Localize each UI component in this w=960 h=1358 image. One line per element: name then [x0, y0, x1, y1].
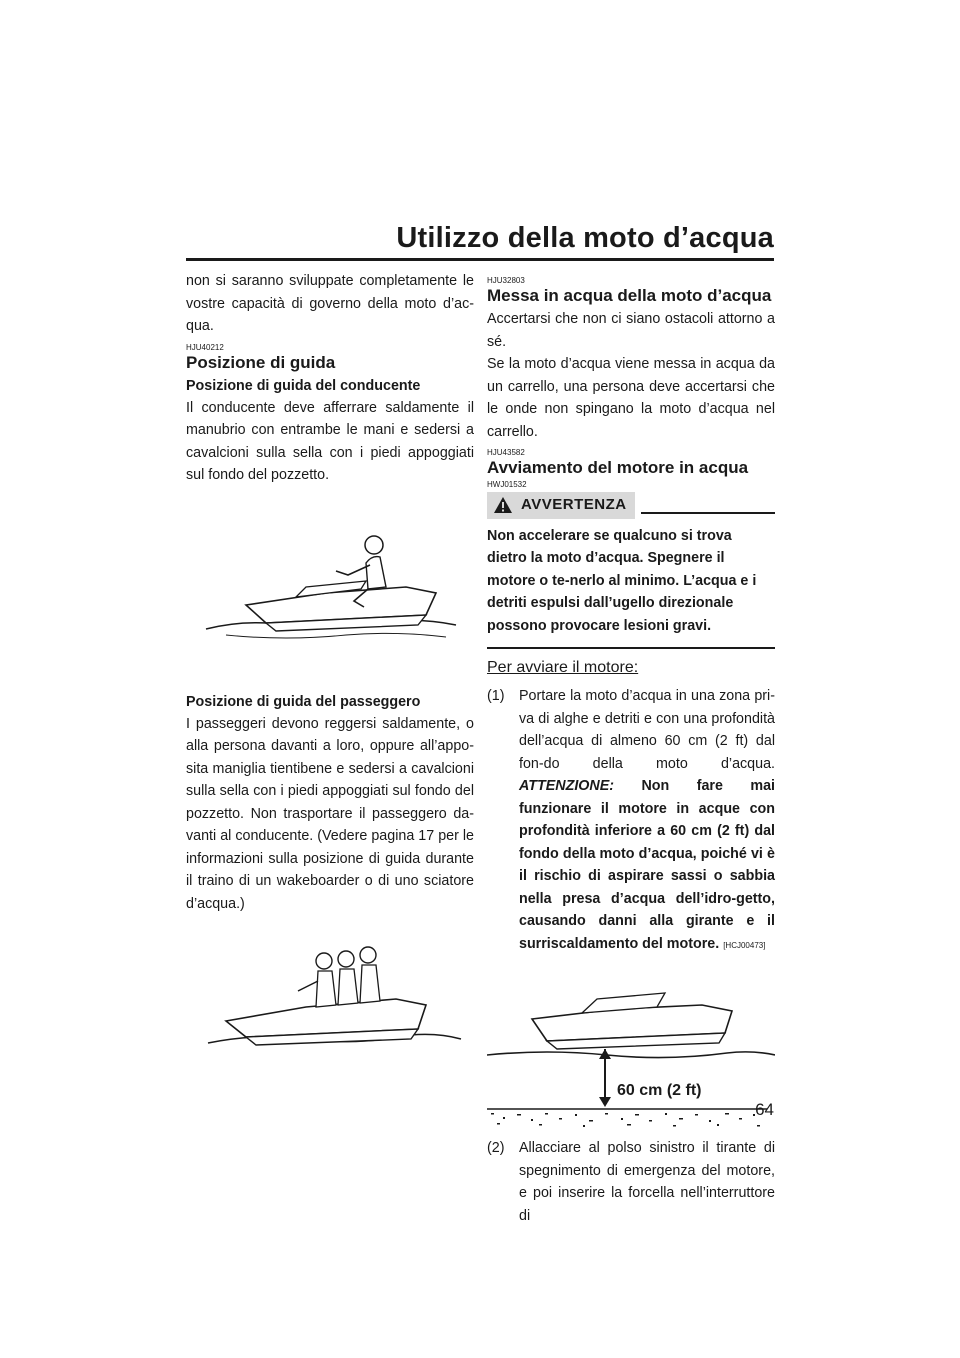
depth-label: 60 cm (2 ft)	[617, 1082, 702, 1099]
step-1-text: Portare la moto d’acqua in una zona pri-va di alghe e detriti e con una profondità dell’acqua di almeno 60 cm (2 ft) dal fon-do della moto d’acqua.	[519, 688, 775, 772]
warning-badge	[487, 492, 635, 519]
step-number: (1)	[487, 688, 505, 704]
section-code: HJU43582	[487, 448, 525, 457]
page-number: 64	[755, 1100, 774, 1119]
warning-triangle-icon	[493, 496, 513, 514]
launching-paragraph-1: Accertarsi che non ci siano ostacoli attorno a sé.	[487, 311, 775, 350]
attention-label: ATTENZIONE:	[519, 778, 615, 794]
warning-label: AVVERTENZA	[521, 496, 627, 513]
step-1	[487, 685, 775, 957]
step-number: (2)	[487, 1140, 505, 1156]
passenger-position-paragraph: I passeggeri devono reggersi saldamente, o alla persona davanti a loro, oppure all’appo-sita maniglia tientibene e sedersi a cavalcioni sulla sella con i piedi appoggiati sul fondo del pozzetto. Non trasportare il passeggero da-vanti al conducente. (Vedere pagina 17 per le informazioni sulla posizione di guida durante il traino di un wakeboarder o di uno sciatore d’acqua.)	[186, 715, 474, 912]
passengers-illustration	[186, 933, 474, 1073]
section-heading-starting-engine: Avviamento del motore in acqua	[487, 458, 749, 477]
driver-illustration	[186, 501, 474, 683]
attention-ref: [HCJ00473]	[723, 940, 766, 950]
warning-text: Non accelerare se qualcuno si trova dietro la moto d’acqua. Spegnere il motore o te-nerlo al minimo. L’acqua e i detriti espulsi dall’ugello direzionale possono provocare lesioni gravi.	[487, 527, 757, 634]
section-code: HJU32803	[487, 276, 525, 285]
warning-code: HWJ01532	[487, 480, 527, 489]
section-heading-riding-position: Posizione di guida	[186, 352, 336, 372]
section-heading-launching: Messa in acqua della moto d’acqua	[487, 286, 772, 305]
intro-paragraph: non si saranno sviluppate completamente le vostre capacità di governo della moto d’ac-qua.	[186, 273, 474, 334]
left-column	[186, 270, 474, 1081]
subheading-passenger-position: Posizione di guida del passeggero	[186, 693, 421, 710]
step-body	[519, 685, 775, 957]
step-2	[487, 1137, 775, 1227]
warning-rule	[641, 512, 775, 514]
section-code: HJU40212	[186, 342, 224, 352]
right-column	[487, 270, 775, 1227]
start-engine-subheading: Per avviare il motore:	[487, 659, 639, 676]
header-rule	[186, 258, 774, 261]
page-header-title: Utilizzo della moto d’acqua	[396, 222, 774, 254]
step-2-text: Allacciare al polso sinistro il tirante di spegnimento di emergenza del motore, e poi inserire la forcella nell’interruttore di	[519, 1140, 775, 1224]
warning-header	[487, 492, 775, 519]
driver-position-paragraph: Il conducente deve afferrare saldamente il manubrio con entrambe le mani e sedersi a cavalcioni sulla sella con i piedi appoggiati sul fondo del pozzetto.	[186, 399, 474, 483]
warning-bottom-rule	[487, 647, 775, 649]
attention-text: Non fare mai funzionare il motore in acque con profondità inferiore a 60 cm (2 ft) dal fondo della moto d’acqua, poiché vi è il rischio di aspirare sassi o sabbia nella presa d’acqua dell’idro-getto, causando danni alla girante e il surriscaldamento del motore.	[519, 778, 775, 952]
depth-illustration	[487, 979, 775, 1129]
launching-paragraph-2: Se la moto d’acqua viene messa in acqua da un carrello, una persona deve accertarsi che le onde non spingano la moto d’acqua nel carrello.	[487, 356, 775, 440]
subheading-driver-position: Posizione di guida del conducente	[186, 377, 421, 394]
